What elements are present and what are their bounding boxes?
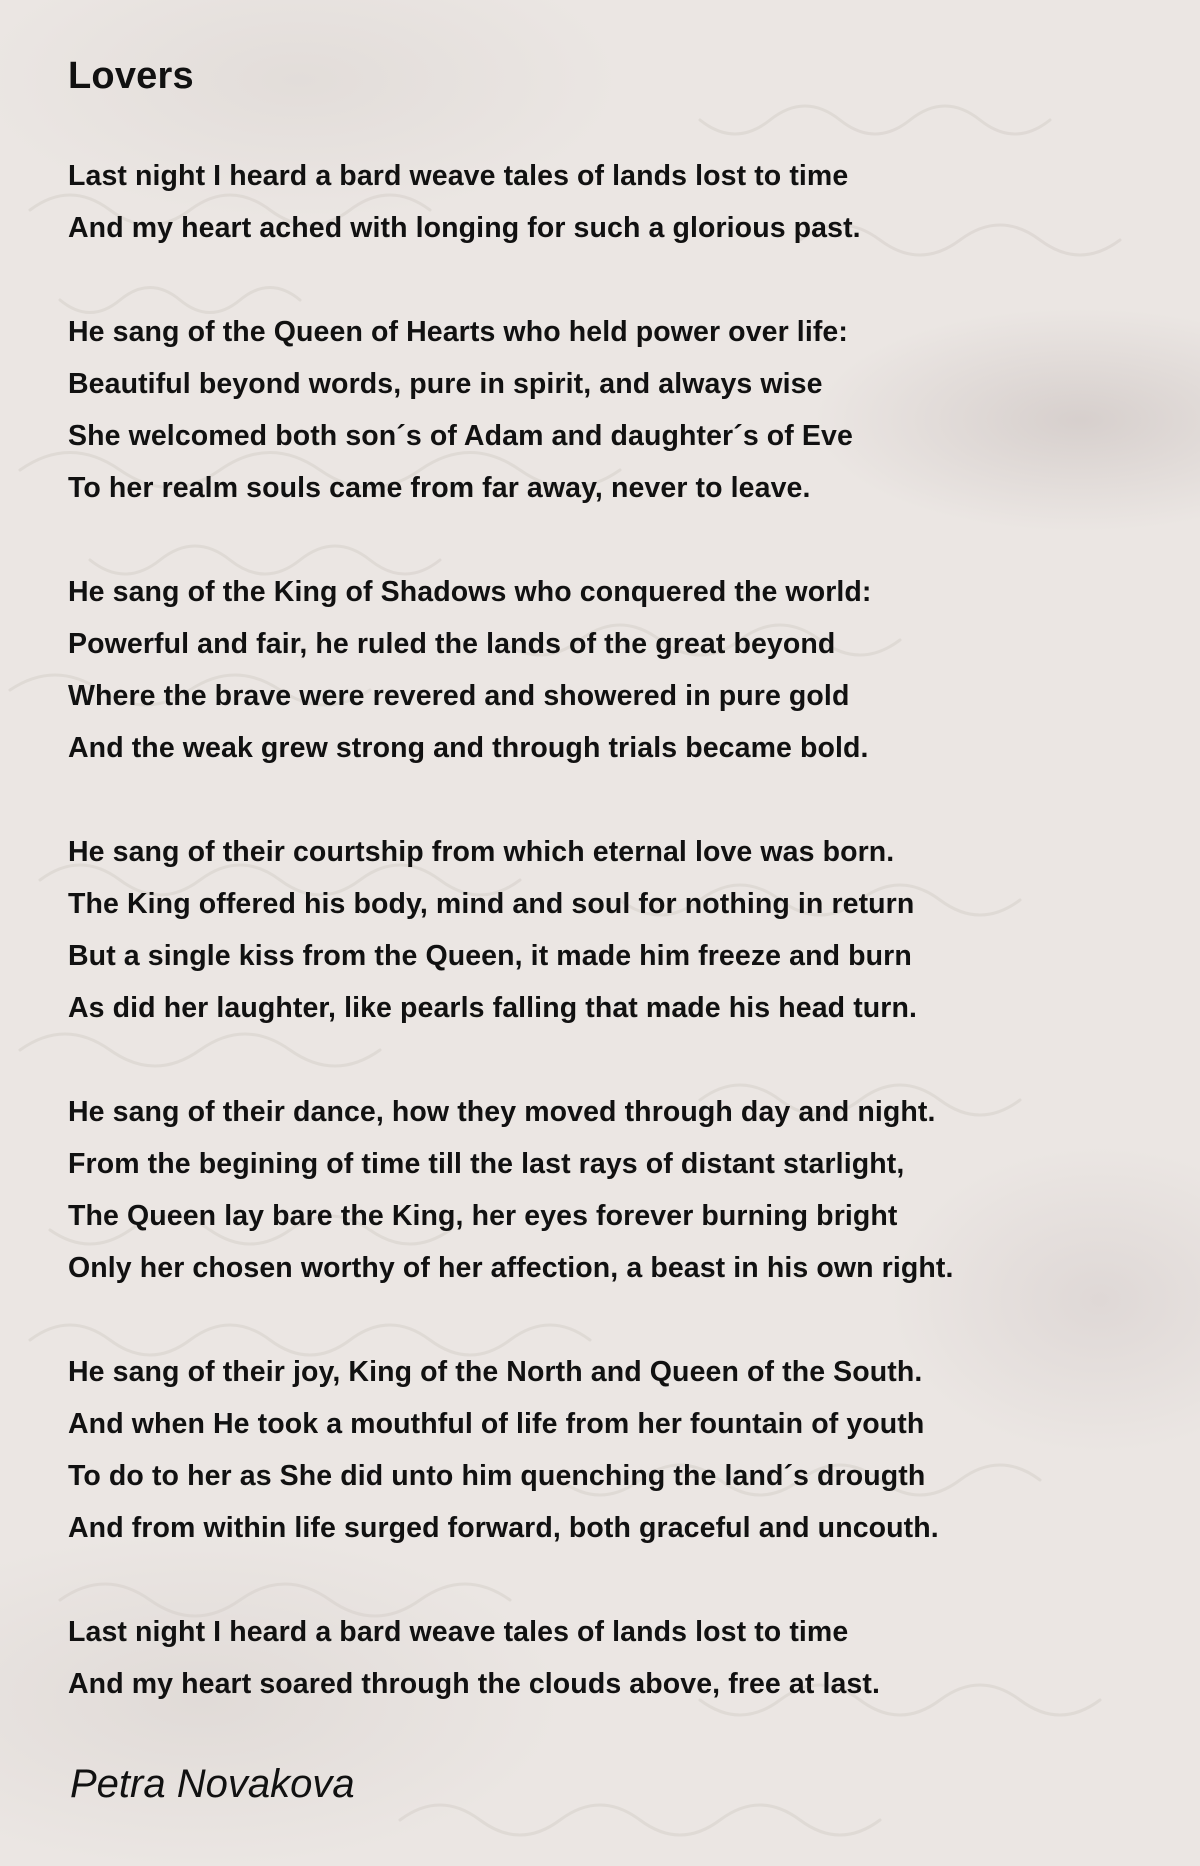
poem-line: Powerful and fair, he ruled the lands of the great beyond <box>68 628 836 660</box>
poem-line: To do to her as She did unto him quenching the land´s drougth <box>68 1460 926 1492</box>
poem-line: To her realm souls came from far away, never to leave. <box>68 472 811 504</box>
poem-line: He sang of the King of Shadows who conquered the world: <box>68 576 872 608</box>
poem-line: He sang of the Queen of Hearts who held power over life: <box>68 316 848 348</box>
poem-line: And my heart ached with longing for such a glorious past. <box>68 212 861 244</box>
stanza-6 <box>68 1346 1168 1554</box>
stanza-4 <box>68 826 1168 1034</box>
poem-line: But a single kiss from the Queen, it made him freeze and burn <box>68 940 912 972</box>
poem-author: Petra Novakova <box>70 1762 355 1806</box>
stanza-1 <box>68 150 1168 254</box>
poem-line: And from within life surged forward, both graceful and uncouth. <box>68 1512 939 1544</box>
poem-line: The Queen lay bare the King, her eyes forever burning bright <box>68 1200 898 1232</box>
poem-line: He sang of their dance, how they moved through day and night. <box>68 1096 936 1128</box>
poem-title: Lovers <box>68 55 194 97</box>
poem-line: He sang of their courtship from which eternal love was born. <box>68 836 895 868</box>
poem-line: Last night I heard a bard weave tales of lands lost to time <box>68 160 849 192</box>
poem-line: As did her laughter, like pearls falling that made his head turn. <box>68 992 918 1024</box>
poem-line: And when He took a mouthful of life from her fountain of youth <box>68 1408 925 1440</box>
poem-line: Only her chosen worthy of her affection, a beast in his own right. <box>68 1252 954 1284</box>
poem <box>68 46 1168 1762</box>
poem-line: And the weak grew strong and through trials became bold. <box>68 732 869 764</box>
poem-line: Last night I heard a bard weave tales of lands lost to time <box>68 1616 849 1648</box>
stanza-2 <box>68 306 1168 514</box>
stanza-7 <box>68 1606 1168 1710</box>
stanza-3 <box>68 566 1168 774</box>
poem-line: And my heart soared through the clouds above, free at last. <box>68 1668 880 1700</box>
stanza-5 <box>68 1086 1168 1294</box>
poem-line: He sang of their joy, King of the North and Queen of the South. <box>68 1356 923 1388</box>
poem-line: She welcomed both son´s of Adam and daughter´s of Eve <box>68 420 853 452</box>
poem-line: Beautiful beyond words, pure in spirit, and always wise <box>68 368 823 400</box>
poem-line: From the begining of time till the last rays of distant starlight, <box>68 1148 905 1180</box>
poem-line: Where the brave were revered and showered in pure gold <box>68 680 850 712</box>
poem-line: The King offered his body, mind and soul for nothing in return <box>68 888 915 920</box>
